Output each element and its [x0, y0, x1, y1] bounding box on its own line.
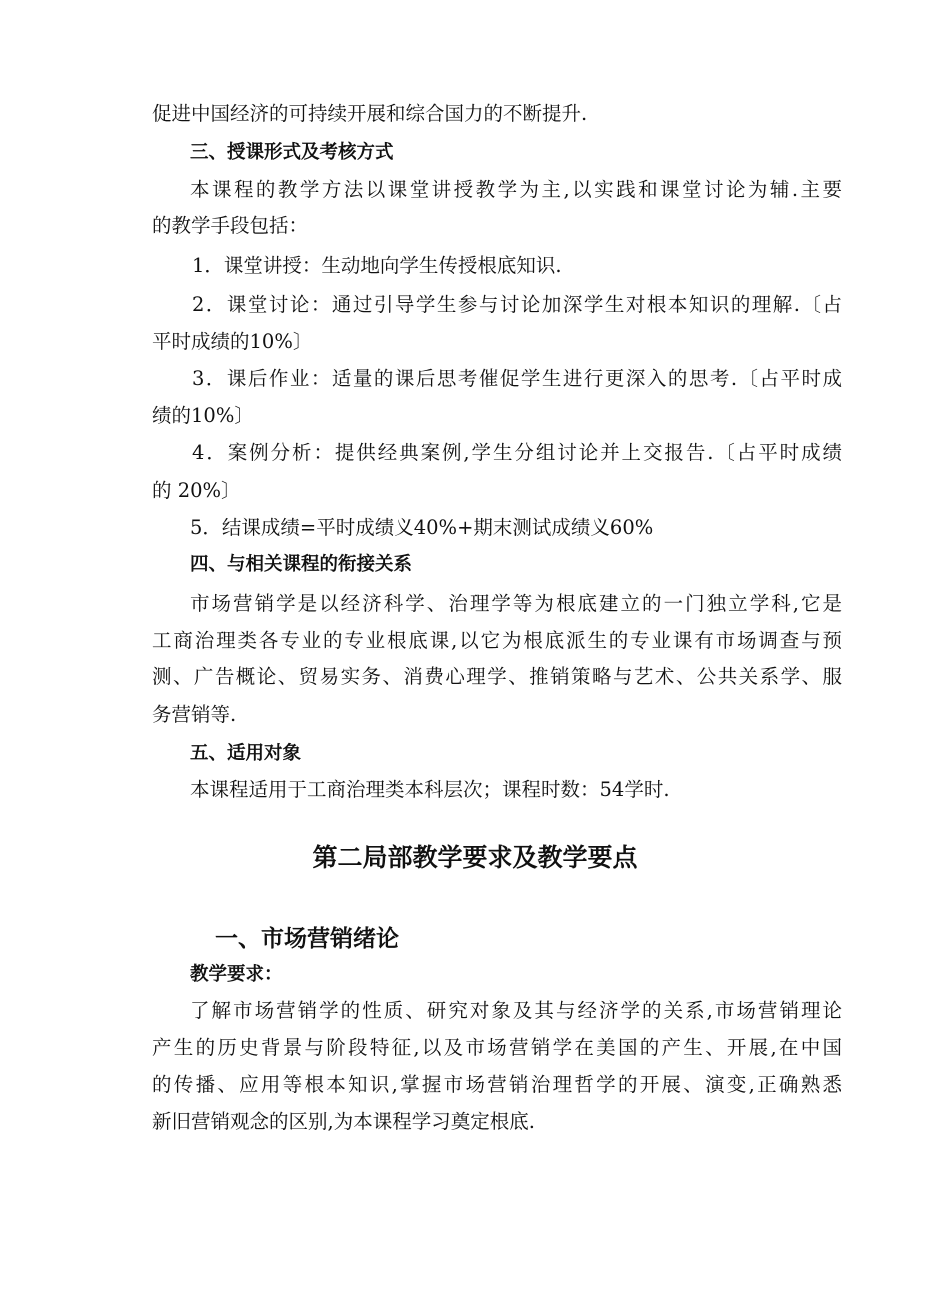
text-line: 务营销等. [152, 703, 237, 726]
list-item: 2．课堂讨论：通过引导学生参与讨论加深学生对根本知识的理解.〔占 [192, 293, 842, 316]
list-item: 1．课堂讲授：生动地向学生传授根底知识. [192, 254, 562, 277]
section-heading-course-relations: 四、与相关课程的衔接关系 [190, 554, 413, 575]
part-title: 第二局部教学要求及教学要点 [312, 843, 638, 872]
text-line: 产生的历史背景与阶段特征,以及市场营销学在美国的产生、开展,在中国 [152, 1036, 842, 1059]
text-line: 平时成绩的10%〕 [152, 330, 313, 353]
list-item: 4．案例分析：提供经典案例,学生分组讨论并上交报告.〔占平时成绩 [192, 441, 842, 464]
text-line: 促进中国经济的可持续开展和综合国力的不断提升. [152, 102, 588, 125]
text-line: 新旧营销观念的区别,为本课程学习奠定根底. [152, 1110, 535, 1133]
section-heading-audience: 五、适用对象 [190, 743, 302, 764]
text-line: 的传播、应用等根本知识,掌握市场营销治理哲学的开展、演变,正确熟悉 [152, 1073, 842, 1096]
chapter-title: 一、市场营销绪论 [215, 926, 399, 952]
text-line: 工商治理类各专业的专业根底课,以它为根底派生的专业课有市场调查与预 [152, 629, 842, 652]
text-line: 测、广告概论、贸易实务、消费心理学、推销策略与艺术、公共关系学、服 [152, 665, 842, 688]
text-line: 本课程的教学方法以课堂讲授教学为主,以实践和课堂讨论为辅.主要 [190, 178, 842, 201]
text-line: 绩的10%〕 [152, 404, 254, 427]
text-line: 市场营销学是以经济科学、治理学等为根底建立的一门独立学科,它是 [190, 592, 842, 615]
text-line: 的教学手段包括： [152, 214, 309, 237]
list-item: 5．结课成绩=平时成绩义40%+期末测试成绩义60% [190, 516, 654, 539]
subheading-teaching-requirements: 教学要求： [190, 964, 283, 985]
text-line: 了解市场营销学的性质、研究对象及其与经济学的关系,市场营销理论 [190, 999, 842, 1022]
text-line: 的 20%〕 [152, 479, 241, 502]
section-heading-teaching-form: 三、授课形式及考核方式 [190, 142, 394, 163]
text-line: 本课程适用于工商治理类本科层次；课程时数：54学时. [190, 778, 670, 801]
list-item: 3．课后作业：适量的课后思考催促学生进行更深入的思考.〔占平时成 [192, 367, 842, 390]
